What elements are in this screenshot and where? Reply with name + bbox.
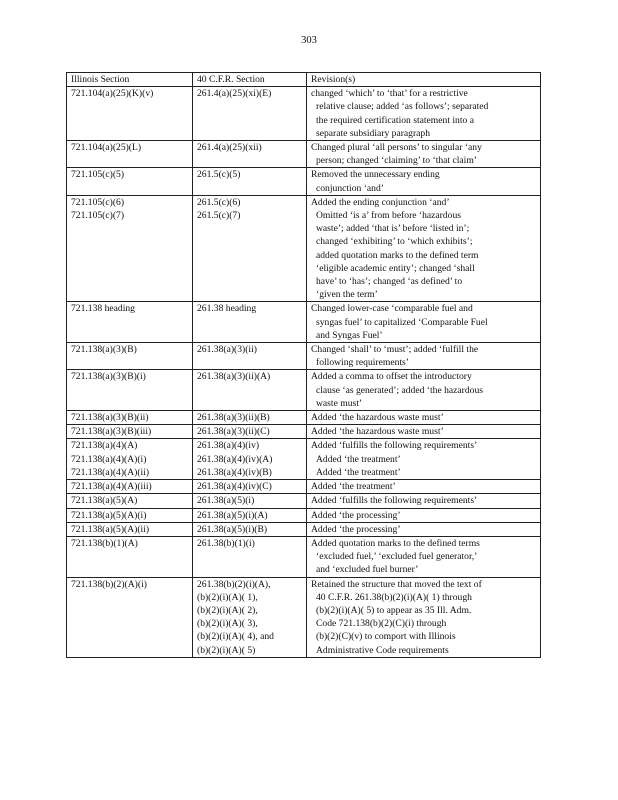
table-row — [67, 494, 541, 508]
header-cfr-section: 40 C.F.R. Section — [193, 73, 307, 87]
revision-line: Added ‘the treatment’ — [316, 453, 401, 465]
revision-line: Changed ‘shall’ to ‘must’; added ‘fulfill the — [311, 344, 479, 356]
revision-line: waste’; added ‘that is’ before ‘listed in’; — [316, 223, 470, 235]
revision-line: Added ‘fulfills the following requirements’ — [311, 495, 478, 507]
cfr-section-cell — [193, 168, 307, 195]
cfr-section-line: (b)(2)(i)(A)( 1), — [197, 591, 258, 603]
revision-line: waste must’ — [316, 397, 363, 409]
table-header-row — [67, 73, 541, 87]
revision-line: relative clause; added ‘as follows’; separated — [316, 101, 489, 113]
revision-line: Retained the structure that moved the text of — [311, 578, 482, 590]
cfr-section-cell — [193, 577, 307, 657]
cfr-section-cell — [193, 141, 307, 168]
revision-cell — [307, 141, 541, 168]
revisions-table — [66, 72, 541, 658]
table-row — [67, 439, 541, 480]
revision-line: separate subsidiary paragraph — [316, 127, 431, 139]
cfr-section-line: (b)(2)(i)(A)( 3), — [197, 618, 258, 630]
revision-cell — [307, 168, 541, 195]
revision-line: Code 721.138(b)(2)(C)(i) through — [316, 618, 447, 630]
header-revisions: Revision(s) — [307, 73, 541, 87]
illinois-section-line: 721.138(a)(3)(B)(i) — [71, 371, 146, 383]
illinois-section-line: 721.138(a)(5)(A)(ii) — [71, 523, 150, 535]
illinois-section-line: 721.138(a)(3)(B)(ii) — [71, 412, 149, 424]
table-row — [67, 411, 541, 425]
cfr-section-line: 261.38(b)(1)(i) — [197, 537, 255, 549]
cfr-section-cell — [193, 480, 307, 494]
revision-line: Added ‘the hazardous waste must’ — [311, 412, 444, 424]
revision-line: (b)(2)(C)(v) to comport with Illinois — [316, 631, 456, 643]
illinois-section-line: 721.138(b)(2)(A)(i) — [71, 578, 147, 590]
revision-cell — [307, 343, 541, 370]
illinois-section-cell — [67, 168, 193, 195]
illinois-section-cell — [67, 536, 193, 577]
illinois-section-cell — [67, 425, 193, 439]
illinois-section-line: 721.138(a)(4)(A)(ii) — [71, 466, 150, 478]
revision-line: Added ‘the processing’ — [311, 523, 401, 535]
header-illinois-section: Illinois Section — [67, 73, 193, 87]
cfr-section-line: 261.38(a)(3)(ii)(C) — [197, 426, 270, 438]
table-row — [67, 536, 541, 577]
revision-cell — [307, 508, 541, 522]
revision-line: Added a comma to offset the introductory — [311, 371, 472, 383]
revision-cell — [307, 425, 541, 439]
revision-cell — [307, 411, 541, 425]
revision-line: and Syngas Fuel’ — [316, 329, 383, 341]
revision-line: Omitted ‘is a’ from before ‘hazardous — [316, 210, 462, 222]
cfr-section-cell — [193, 87, 307, 141]
cfr-section-line: (b)(2)(i)(A)( 2), — [197, 604, 258, 616]
revision-line: clause ‘as generated’; added ‘the hazardous — [316, 384, 484, 396]
cfr-section-cell — [193, 195, 307, 302]
cfr-section-cell — [193, 343, 307, 370]
revision-cell — [307, 87, 541, 141]
table-row — [67, 480, 541, 494]
revision-cell — [307, 302, 541, 343]
illinois-section-cell — [67, 141, 193, 168]
table-row — [67, 370, 541, 411]
illinois-section-line: 721.138(b)(1)(A) — [71, 537, 138, 549]
illinois-section-cell — [67, 480, 193, 494]
revision-cell — [307, 195, 541, 302]
revision-cell — [307, 439, 541, 480]
illinois-section-line: 721.104(a)(25)(K)(v) — [71, 88, 154, 100]
table-row — [67, 508, 541, 522]
illinois-section-line: 721.105(c)(5) — [71, 169, 125, 181]
revision-cell — [307, 536, 541, 577]
illinois-section-line: 721.138(a)(3)(B)(iii) — [71, 426, 152, 438]
illinois-section-line: 721.138(a)(3)(B) — [71, 344, 137, 356]
revision-line: and ‘excluded fuel burner’ — [316, 564, 419, 576]
cfr-section-cell — [193, 536, 307, 577]
cfr-section-line: 261.38(a)(5)(i)(B) — [197, 523, 268, 535]
cfr-section-cell — [193, 425, 307, 439]
revision-line: ‘eligible academic entity’; changed ‘shall — [316, 262, 475, 274]
illinois-section-cell — [67, 439, 193, 480]
table-row — [67, 141, 541, 168]
cfr-section-line: 261.38(a)(3)(ii)(A) — [197, 371, 271, 383]
revision-line: Removed the unnecessary ending — [311, 169, 440, 181]
cfr-section-cell — [193, 439, 307, 480]
cfr-section-cell — [193, 302, 307, 343]
illinois-section-cell — [67, 87, 193, 141]
cfr-section-cell — [193, 522, 307, 536]
cfr-section-line: 261.5(c)(6) — [197, 196, 241, 208]
cfr-section-cell — [193, 508, 307, 522]
illinois-section-line: 721.138(a)(5)(A) — [71, 495, 138, 507]
cfr-section-line: 261.38(a)(5)(i)(A) — [197, 509, 268, 521]
revision-cell — [307, 370, 541, 411]
revision-line: Added the ending conjunction ‘and’ — [311, 196, 450, 208]
revision-cell — [307, 480, 541, 494]
revision-line: Added ‘the treatment’ — [316, 466, 401, 478]
table-row — [67, 522, 541, 536]
revision-line: conjunction ‘and’ — [316, 182, 384, 194]
revision-line: Added ‘fulfills the following requirements’ — [311, 440, 478, 452]
illinois-section-line: 721.138(a)(4)(A) — [71, 440, 138, 452]
cfr-section-cell — [193, 370, 307, 411]
table-row — [67, 168, 541, 195]
illinois-section-cell — [67, 343, 193, 370]
table-body — [67, 87, 541, 658]
revision-cell — [307, 577, 541, 657]
revision-line: changed ‘exhibiting’ to ‘which exhibits’; — [316, 236, 473, 248]
cfr-section-cell — [193, 494, 307, 508]
illinois-section-cell — [67, 195, 193, 302]
revision-line: ‘excluded fuel,’ ‘excluded fuel generator,’ — [316, 551, 478, 563]
illinois-section-line: 721.104(a)(25)(L) — [71, 142, 142, 154]
illinois-section-line: 721.105(c)(7) — [71, 210, 125, 222]
revision-line: Added ‘the processing’ — [311, 509, 401, 521]
cfr-section-cell — [193, 411, 307, 425]
illinois-section-cell — [67, 370, 193, 411]
cfr-section-line: 261.38(a)(4)(iv)(C) — [197, 481, 272, 493]
illinois-section-cell — [67, 411, 193, 425]
illinois-section-cell — [67, 508, 193, 522]
revision-line: Added ‘the treatment’ — [311, 481, 396, 493]
illinois-section-cell — [67, 302, 193, 343]
illinois-section-cell — [67, 577, 193, 657]
cfr-section-line: 261.38 heading — [197, 303, 257, 315]
revision-cell — [307, 522, 541, 536]
cfr-section-line: 261.5(c)(5) — [197, 169, 241, 181]
table-row — [67, 577, 541, 657]
illinois-section-line: 721.138 heading — [71, 303, 135, 315]
illinois-section-line: 721.138(a)(4)(A)(iii) — [71, 481, 152, 493]
revision-line: (b)(2)(i)(A)( 5) to appear as 35 Ill. Adm. — [316, 604, 472, 616]
revision-line: ‘given the term’ — [316, 289, 378, 301]
revision-line: the required certification statement into a — [316, 114, 474, 126]
table-row — [67, 343, 541, 370]
revision-cell — [307, 494, 541, 508]
illinois-section-cell — [67, 494, 193, 508]
cfr-section-line: 261.38(b)(2)(i)(A), — [197, 578, 271, 590]
cfr-section-line: (b)(2)(i)(A)( 5) — [197, 644, 256, 656]
revision-line: Administrative Code requirements — [316, 644, 449, 656]
revision-line: 40 C.F.R. 261.38(b)(2)(i)(A)( 1) through — [316, 591, 472, 603]
cfr-section-line: 261.38(a)(4)(iv) — [197, 440, 260, 452]
revision-line: have’ to ‘has’; changed ‘as defined’ to — [316, 276, 463, 288]
cfr-section-line: 261.4(a)(25)(xi)(E) — [197, 88, 272, 100]
revision-line: Changed lower-case ‘comparable fuel and — [311, 303, 473, 315]
revision-line: following requirements’ — [316, 357, 409, 369]
revision-line: Changed plural ‘all persons’ to singular ‘any — [311, 142, 482, 154]
cfr-section-line: 261.38(a)(3)(ii) — [197, 344, 257, 356]
table-row — [67, 425, 541, 439]
cfr-section-line: 261.4(a)(25)(xii) — [197, 142, 262, 154]
illinois-section-line: 721.138(a)(4)(A)(i) — [71, 453, 147, 465]
revision-line: syngas fuel’ to capitalized ‘Comparable Fuel — [316, 316, 488, 328]
page-number: 303 — [301, 35, 317, 46]
cfr-section-line: 261.38(a)(4)(iv)(A) — [197, 453, 273, 465]
table-row — [67, 302, 541, 343]
cfr-section-line: 261.5(c)(7) — [197, 210, 241, 222]
revision-line: Added ‘the hazardous waste must’ — [311, 426, 444, 438]
table-row — [67, 195, 541, 302]
cfr-section-line: 261.38(a)(5)(i) — [197, 495, 255, 507]
revision-line: added quotation marks to the defined term — [316, 249, 479, 261]
revision-line: Added quotation marks to the defined terms — [311, 537, 480, 549]
revision-line: changed ‘which’ to ‘that’ for a restrictive — [311, 88, 468, 100]
table-row — [67, 87, 541, 141]
illinois-section-cell — [67, 522, 193, 536]
illinois-section-line: 721.138(a)(5)(A)(i) — [71, 509, 147, 521]
revision-line: person; changed ‘claiming’ to ‘that claim’ — [316, 155, 477, 167]
illinois-section-line: 721.105(c)(6) — [71, 196, 125, 208]
cfr-section-line: (b)(2)(i)(A)( 4), and — [197, 631, 274, 643]
cfr-section-line: 261.38(a)(4)(iv)(B) — [197, 466, 272, 478]
cfr-section-line: 261.38(a)(3)(ii)(B) — [197, 412, 270, 424]
